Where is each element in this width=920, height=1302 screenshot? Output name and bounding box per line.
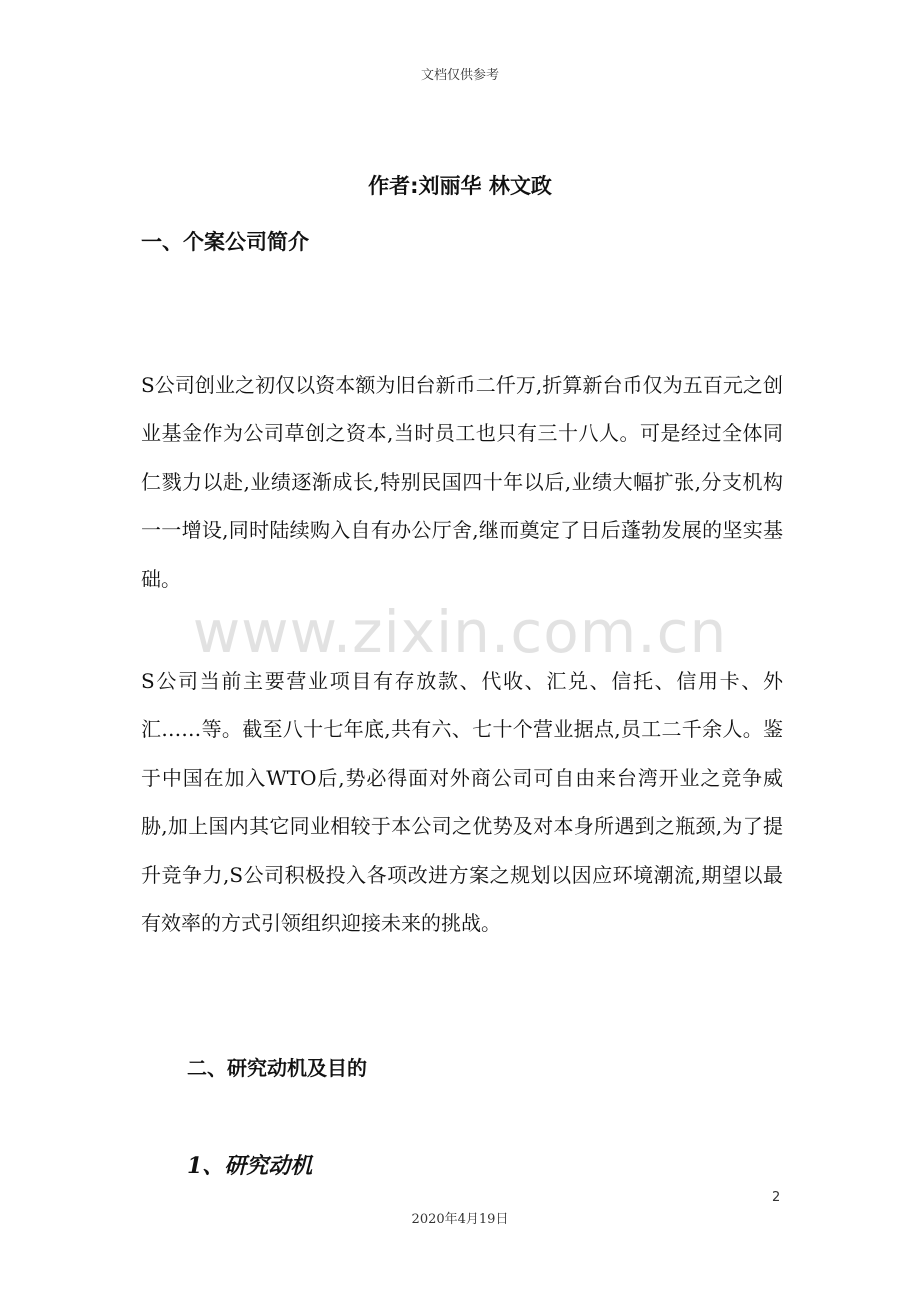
author-line: 作者:刘丽华 林文政	[368, 174, 552, 198]
watermark: www.zixin.com.cn	[192, 598, 728, 666]
paragraph-business-scope: S公司当前主要营业项目有存放款、代收、汇兑、信托、信用卡、外汇……等。截至八十七年底,共有六、七十个营业据点,员工二千余人。鉴于中国在加入WTO后,势必得面对外商公司可自由来台湾开业之竞争威胁,加上国内其它同业相较于本公司之优势及对本身所遇到之瓶颈,为了提升竞争力,S公司积极投入各项改进方案之规划以因应环境潮流,期望以最有效率的方式引领组织迎接未来的挑战。	[141, 669, 783, 936]
paragraph-company-history: S公司创业之初仅以资本额为旧台新币二仟万,折算新台币仅为五百元之创业基金作为公司草创之资本,当时员工也只有三十八人。可是经过全体同仁戮力以赴,业绩逐渐成长,特别民国四十年以后,业绩大幅扩张,分支机构一一增设,同时陆续购入自有办公厅舍,继而奠定了日后蓬勃发展的坚实基础。	[141, 373, 783, 591]
section-heading-company-intro: 一、个案公司简介	[141, 230, 309, 254]
page-number: 2	[772, 1190, 781, 1205]
header-note: 文档仅供参考	[420, 68, 499, 83]
section-heading-research-motivation: 二、研究动机及目的	[187, 1056, 367, 1080]
subsection-heading-motivation: 1、研究动机	[187, 1153, 313, 1179]
footer-date: 2020年4月19日	[411, 1212, 509, 1227]
